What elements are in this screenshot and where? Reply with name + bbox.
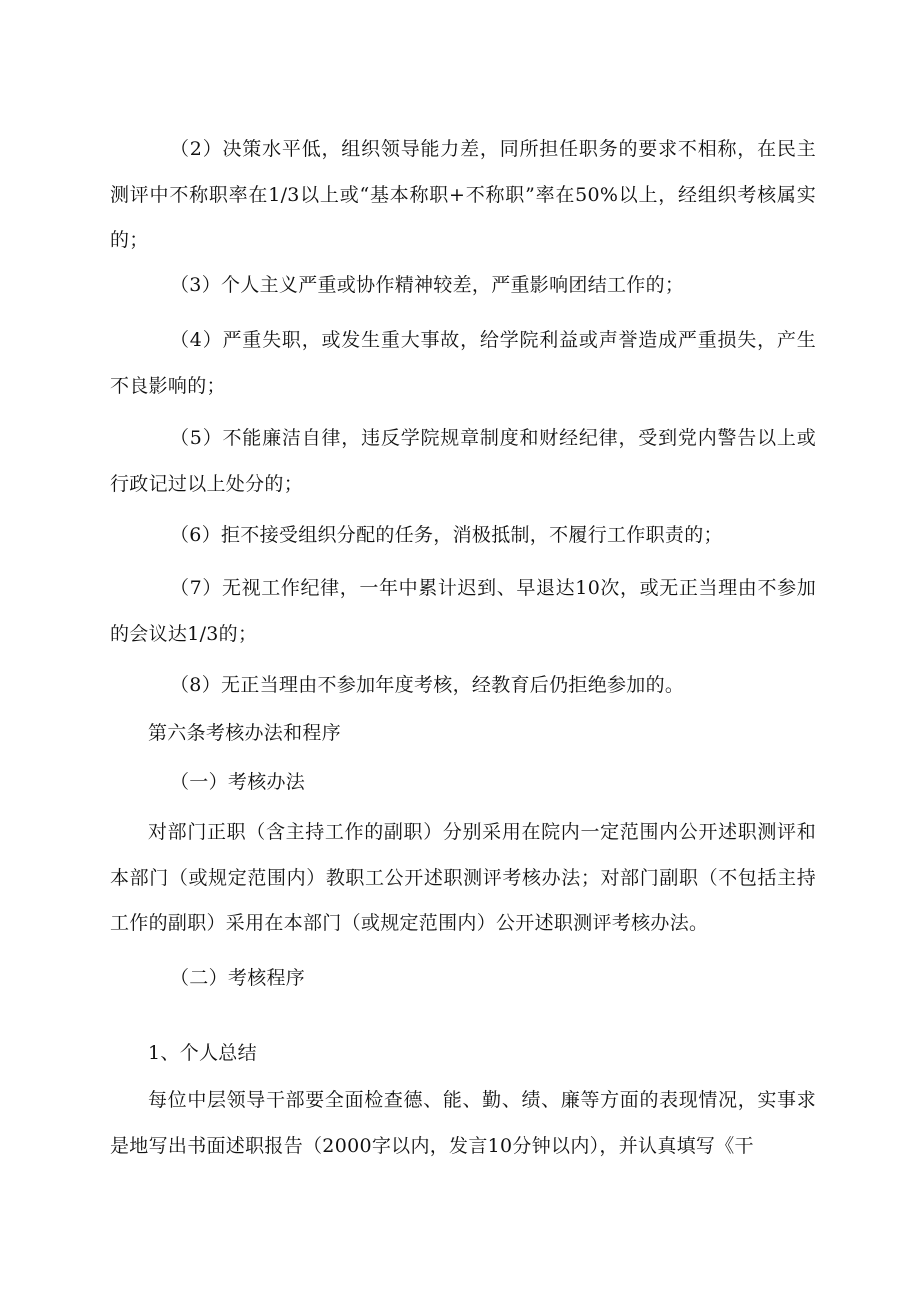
paragraph-item-7: （7）无视工作纪律，一年中累计迟到、早退达10次，或无正当理由不参加的会议达1/3的； — [110, 577, 816, 645]
paragraph-item-4: （4）严重失职，或发生重大事故，给学院利益或声誉造成严重损失，产生不良影响的； — [110, 329, 816, 397]
paragraph-item-5: （5）不能廉洁自律，违反学院规章制度和财经纪律，受到党内警告以上或行政记过以上处分的； — [110, 427, 816, 495]
paragraph-item-6: （6）拒不接受组织分配的任务，消极抵制，不履行工作职责的； — [170, 524, 723, 546]
article-heading: 第六条考核办法和程序 — [148, 722, 342, 744]
step-heading-personal-summary: 1、个人总结 — [148, 1042, 257, 1064]
paragraph-item-2: （2）决策水平低，组织领导能力差，同所担任职务的要求不相称，在民主测评中不称职率在1/3以上或“基本称职+不称职”率在50%以上，经组织考核属实的； — [110, 138, 816, 251]
paragraph-item-3: （3）个人主义严重或协作精神较差，严重影响团结工作的； — [170, 274, 685, 296]
paragraph-methods-body: 对部门正职（含主持工作的副职）分别采用在院内一定范围内公开述职测评和本部门（或规定范围内）教职工公开述职测评考核办法；对部门副职（不包括主持工作的副职）采用在本部门（或规定范围内）公开述职测评考核办法。 — [110, 821, 816, 934]
section-heading-methods: （一）考核办法 — [170, 771, 306, 793]
section-heading-procedure: （二）考核程序 — [170, 967, 306, 989]
paragraph-item-8: （8）无正当理由不参加年度考核，经教育后仍拒绝参加的。 — [170, 674, 685, 696]
paragraph-personal-summary-body: 每位中层领导干部要全面检查德、能、勤、绩、廉等方面的表现情况，实事求是地写出书面述职报告（2000字以内，发言10分钟以内），并认真填写《干 — [110, 1089, 816, 1157]
